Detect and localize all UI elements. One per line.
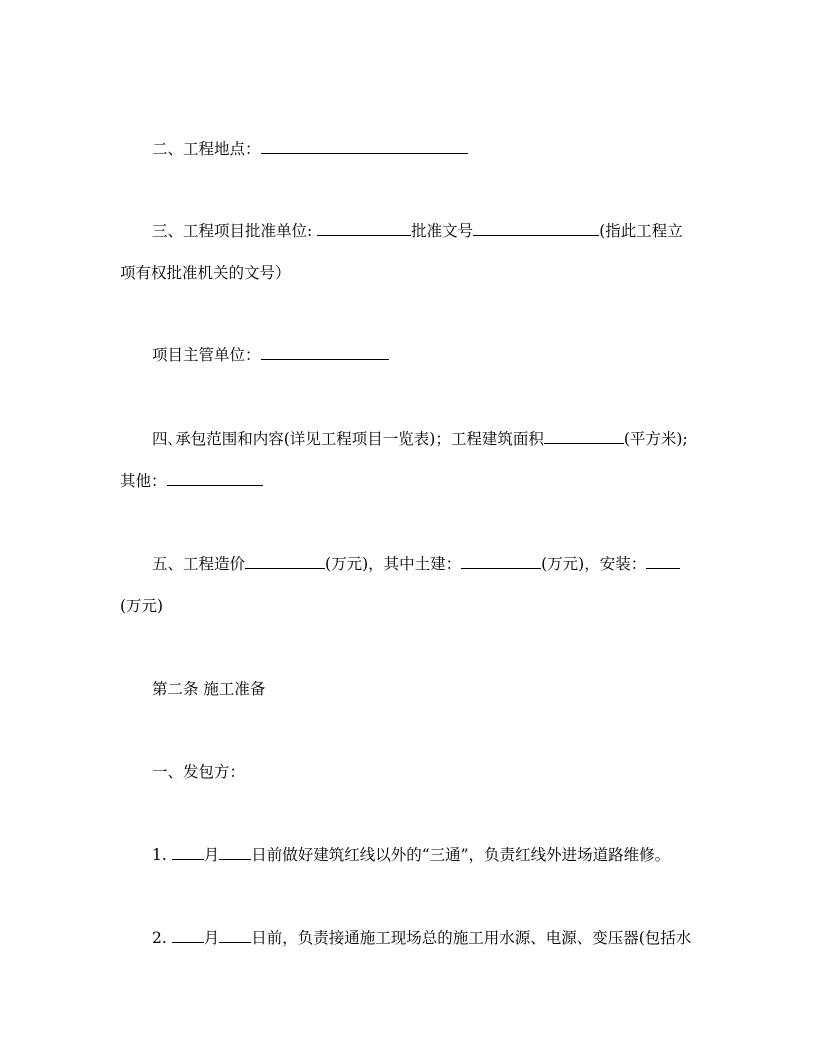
install-label: (万元)，安装：	[541, 555, 647, 573]
other-blank	[167, 470, 263, 486]
supervisor-unit	[152, 344, 389, 366]
item-4-text: 四､承包范围和内容(详见工程项目一览表)；工程建筑面积	[152, 430, 544, 448]
clause-2-month: 月	[203, 929, 220, 947]
item-5-label: 五、工程造价	[152, 555, 246, 573]
party-a-heading	[152, 761, 245, 783]
item-2-label: 二、工程地点：	[152, 140, 261, 158]
clause-1-text: 日前做好建筑红线以外的“三通”，负责红线外进场道路维修。	[251, 846, 671, 864]
civil-label: (万元)，其中土建：	[325, 555, 462, 573]
area-blank	[544, 428, 624, 444]
clause-2-month-blank	[172, 927, 204, 943]
supervisor-blank	[261, 344, 389, 360]
article-2-heading	[152, 678, 265, 700]
supervisor-label: 项目主管单位：	[152, 346, 261, 364]
item-4-scope	[152, 428, 688, 450]
item-3-label: 三、工程项目批准单位:	[152, 222, 313, 240]
item-3-approval-unit	[152, 220, 683, 242]
item-3-note-cont: 项有权批准机关的文号）	[120, 264, 291, 282]
install-cost-blank	[646, 553, 680, 569]
item-2-project-location	[152, 138, 468, 160]
approval-number-label: 批准文号	[411, 222, 474, 240]
clause-2-number: 2.	[152, 929, 167, 947]
clause-1-month-blank	[172, 844, 204, 860]
party-a-label: 一、发包方：	[152, 763, 246, 781]
approval-number-blank	[473, 220, 599, 236]
article-2-title: 第二条 施工准备	[152, 680, 266, 698]
item-4-other	[120, 470, 263, 492]
clause-2-text: 日前，负责接通施工现场总的施工用水源、电源、变压器(包括水	[251, 929, 692, 947]
clause-1-number: 1.	[152, 846, 167, 864]
item-3-note: (指此工程立	[599, 222, 683, 240]
total-cost-blank	[245, 553, 325, 569]
install-unit: (万元)	[120, 597, 164, 615]
clause-1	[152, 844, 670, 866]
clause-1-month: 月	[203, 846, 220, 864]
clause-2-day-blank	[219, 927, 251, 943]
clause-1-day-blank	[219, 844, 251, 860]
location-blank	[261, 138, 468, 154]
approval-unit-blank	[317, 220, 411, 236]
area-unit: (平方米);	[623, 430, 688, 448]
other-label: 其他：	[120, 472, 167, 490]
item-5-cost	[152, 553, 680, 575]
civil-cost-blank	[461, 553, 541, 569]
clause-2	[152, 927, 691, 949]
item-3-continuation	[120, 262, 291, 284]
item-5-continuation	[120, 595, 163, 617]
